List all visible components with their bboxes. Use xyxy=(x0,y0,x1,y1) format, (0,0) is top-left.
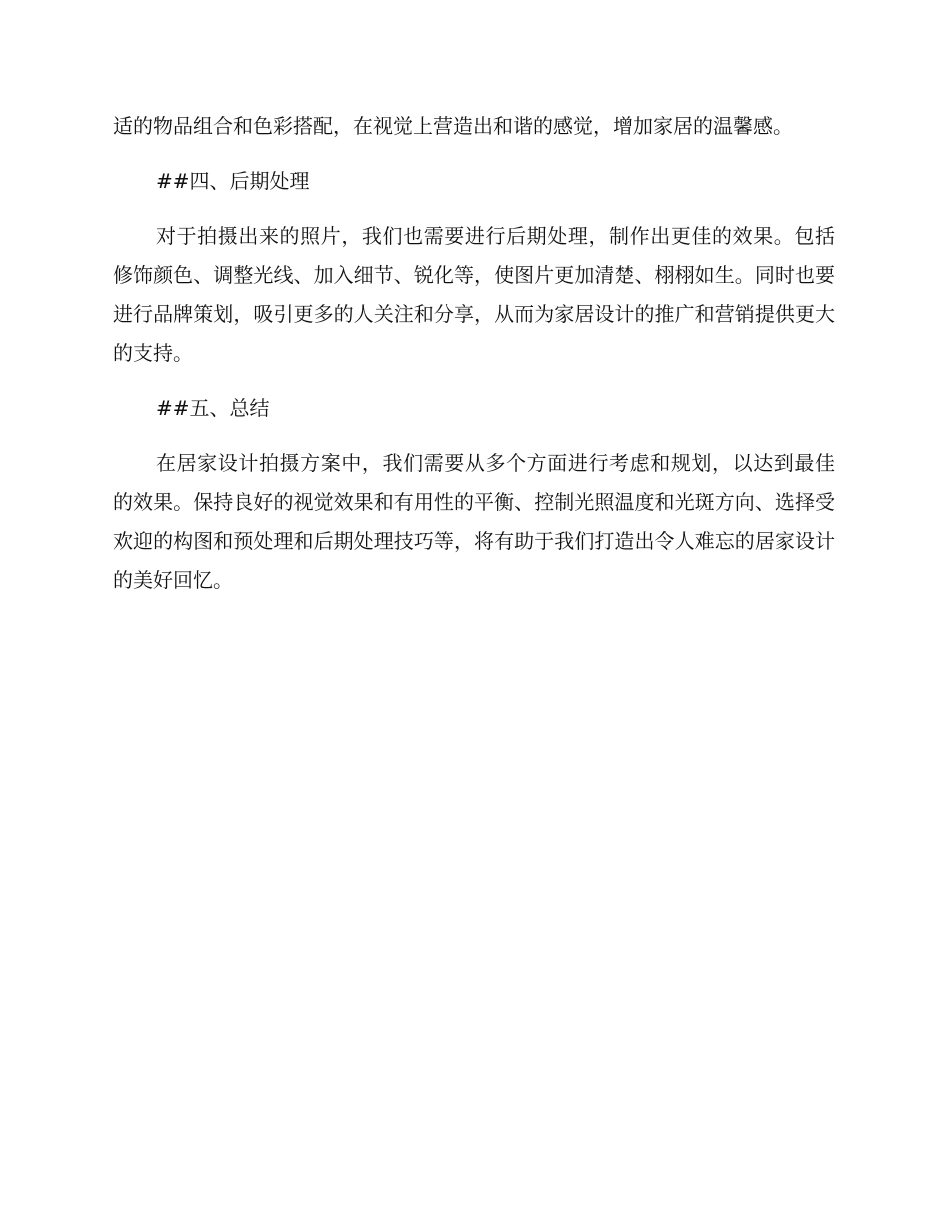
document-body xyxy=(113,107,835,616)
paragraph-post-processing: 对于拍摄出来的照片，我们也需要进行后期处理，制作出更佳的效果。包括修饰颜色、调整光线、加入细节、锐化等，使图片更加清楚、栩栩如生。同时也要进行品牌策划，吸引更多的人关注和分享，从而为家居设计的推广和营销提供更大的支持。 xyxy=(113,224,835,365)
section-heading-summary: ##五、总结 xyxy=(156,396,270,420)
paragraph-continuation: 适的物品组合和色彩搭配，在视觉上营造出和谐的感觉，增加家居的温馨感。 xyxy=(113,114,793,138)
section-heading-post-processing: ##四、后期处理 xyxy=(156,169,310,193)
paragraph-summary: 在居家设计拍摄方案中，我们需要从多个方面进行考虑和规划，以达到最佳的效果。保持良好的视觉效果和有用性的平衡、控制光照温度和光斑方向、选择受欢迎的构图和预处理和后期处理技巧等，将有助于我们打造出令人难忘的居家设计的美好回忆。 xyxy=(113,451,835,592)
